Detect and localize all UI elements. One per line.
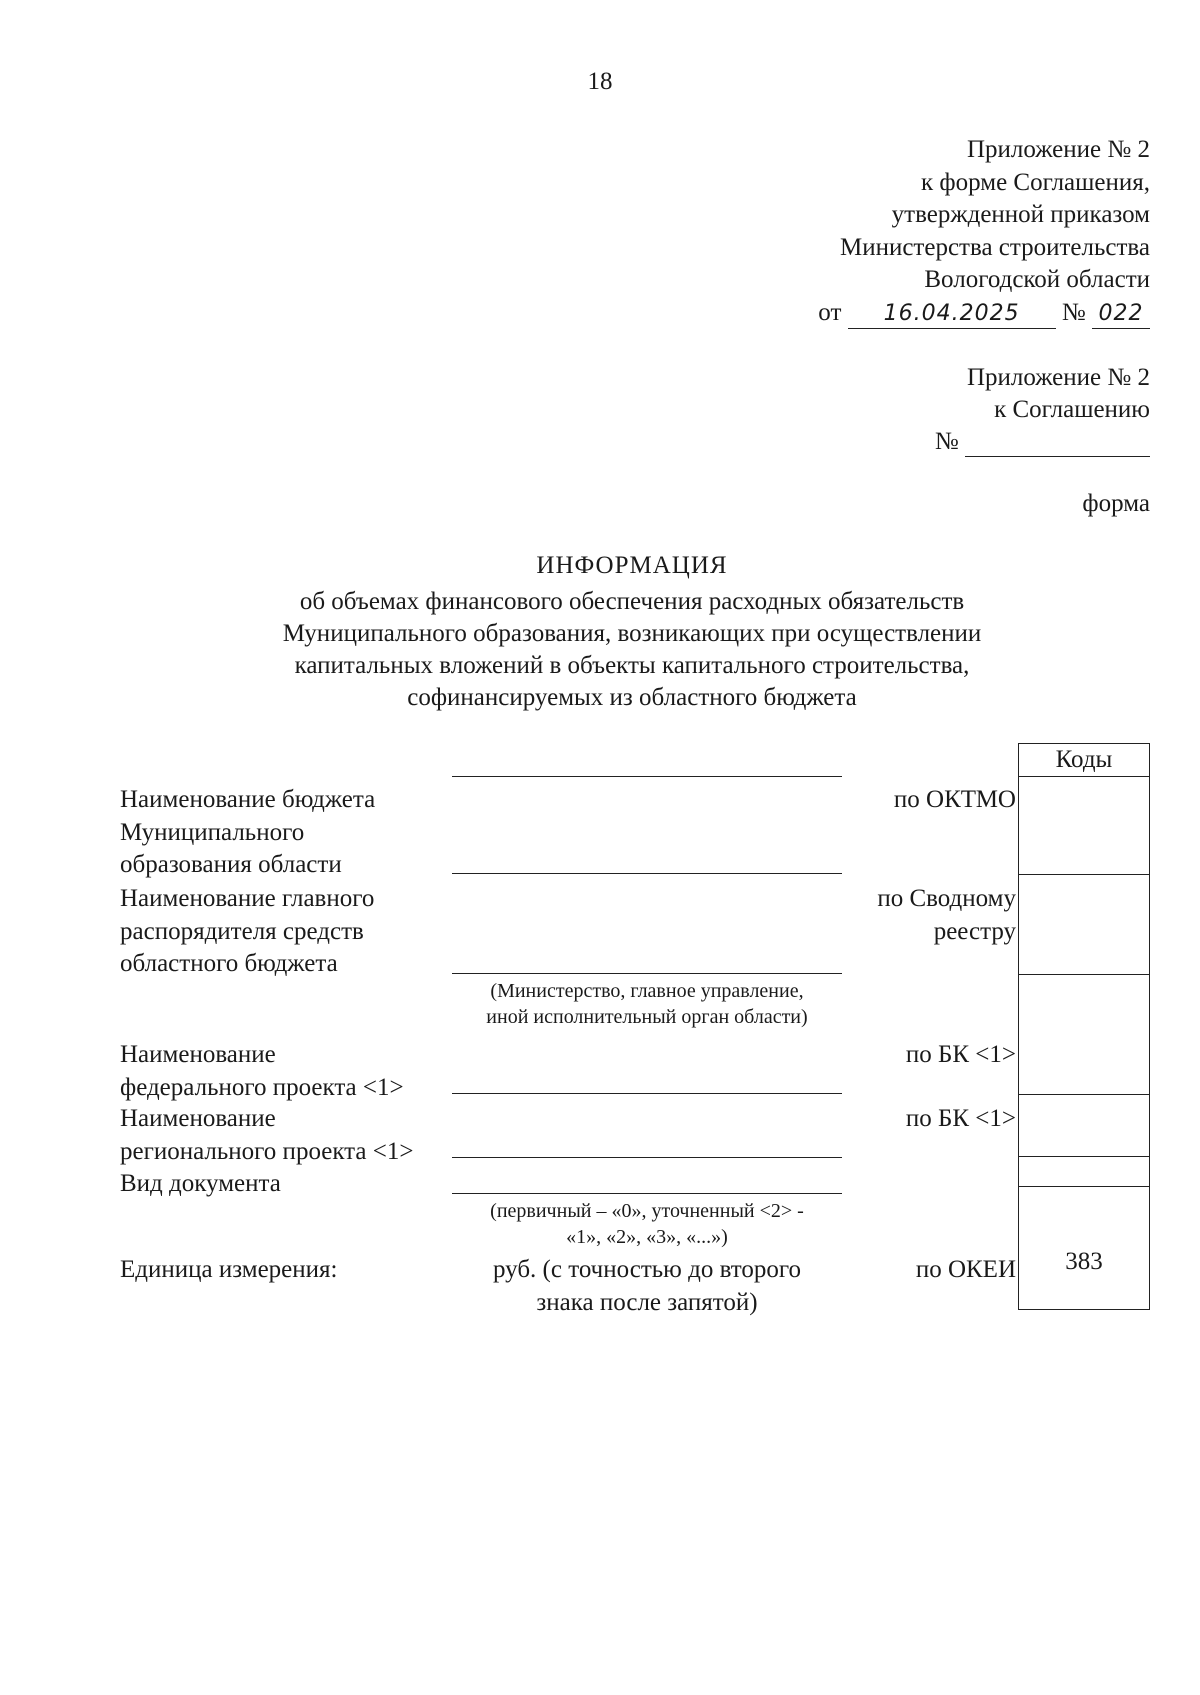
main-manager-label: Наименование главного распорядителя средств областного бюджета <box>120 885 375 977</box>
doc-type-label: Вид документа <box>120 1170 281 1197</box>
agreement-number-blank <box>965 428 1150 457</box>
document-subtitle <box>0 586 1200 714</box>
appendix-form-line1: Приложение № 2 <box>966 136 1150 163</box>
form-label: форма <box>1082 490 1150 517</box>
appendix-form-line3: утвержденной приказом <box>891 201 1150 228</box>
subtitle-line3: капитальных вложений в объекты капитального строительства, <box>294 652 970 679</box>
subtitle-line1: об объемах финансового обеспечения расходных обязательств <box>299 588 965 615</box>
appendix-form-line2: к форме Соглашения, <box>921 168 1150 196</box>
regional-project-line <box>452 1157 842 1158</box>
budget-name-label: Наименование бюджета Муниципального образования области <box>120 786 376 878</box>
okei-label: по ОКЕИ <box>915 1256 1016 1283</box>
appendix-agreement-block <box>750 362 1150 458</box>
svodny-reestr-label: по Сводному реестру <box>877 885 1016 945</box>
budget-name-line2 <box>452 873 842 874</box>
agreement-number-line <box>750 426 1150 458</box>
unit-value: руб. (с точностью до второго знака после запятой) <box>493 1256 801 1316</box>
appendix-agreement-line1: Приложение № 2 <box>966 364 1150 391</box>
appendix-agreement-line2: к Соглашению <box>994 396 1150 423</box>
subtitle-line4: софинансируемых из областного бюджета <box>407 684 857 711</box>
regional-project-label: Наименование регионального проекта <1> <box>120 1105 414 1165</box>
order-date-number-line <box>650 297 1150 330</box>
federal-project-line <box>452 1093 842 1094</box>
main-manager-note: (Министерство, главное управление, иной исполнительный орган области) <box>486 980 808 1028</box>
appendix-form-line4: Министерства строительства <box>839 233 1150 261</box>
number-prefix: № <box>1061 298 1086 326</box>
oktmo-label: по ОКТМО <box>893 786 1016 813</box>
appendix-form-block <box>650 134 1150 329</box>
codes-row-oktmo <box>1019 776 1149 777</box>
codes-table <box>1018 743 1150 1310</box>
okei-code-value: 383 <box>1065 1248 1103 1275</box>
codes-row-svodny <box>1019 874 1149 875</box>
codes-header: Коды <box>1055 746 1113 773</box>
appendix-form-line5: Вологодской области <box>924 266 1150 293</box>
unit-label: Единица измерения: <box>120 1256 338 1283</box>
order-date-handwritten: 16.04.2025 <box>848 300 1056 329</box>
doc-type-note: (первичный – «0», уточненный <2> - «1», «2», «3», «...») <box>490 1200 804 1248</box>
codes-row-bk-federal <box>1019 974 1149 975</box>
budget-name-line1 <box>452 776 842 777</box>
agreement-number-prefix: № <box>934 428 959 455</box>
bk-label-regional: по БК <1> <box>905 1105 1016 1132</box>
federal-project-label: Наименование федерального проекта <1> <box>120 1041 404 1101</box>
codes-row-bk-regional <box>1019 1094 1149 1095</box>
subtitle-line2: Муниципального образования, возникающих при осуществлении <box>282 620 982 647</box>
date-prefix: от <box>818 298 842 326</box>
codes-row-doc-type <box>1019 1156 1149 1157</box>
doc-type-line <box>452 1193 842 1194</box>
document-title: ИНФОРМАЦИЯ <box>536 552 728 579</box>
page-number: 18 <box>587 68 613 95</box>
codes-row-okei <box>1019 1186 1149 1187</box>
main-manager-line <box>452 973 842 974</box>
bk-label-federal: по БК <1> <box>905 1041 1016 1068</box>
order-number-handwritten: 022 <box>1092 300 1150 329</box>
